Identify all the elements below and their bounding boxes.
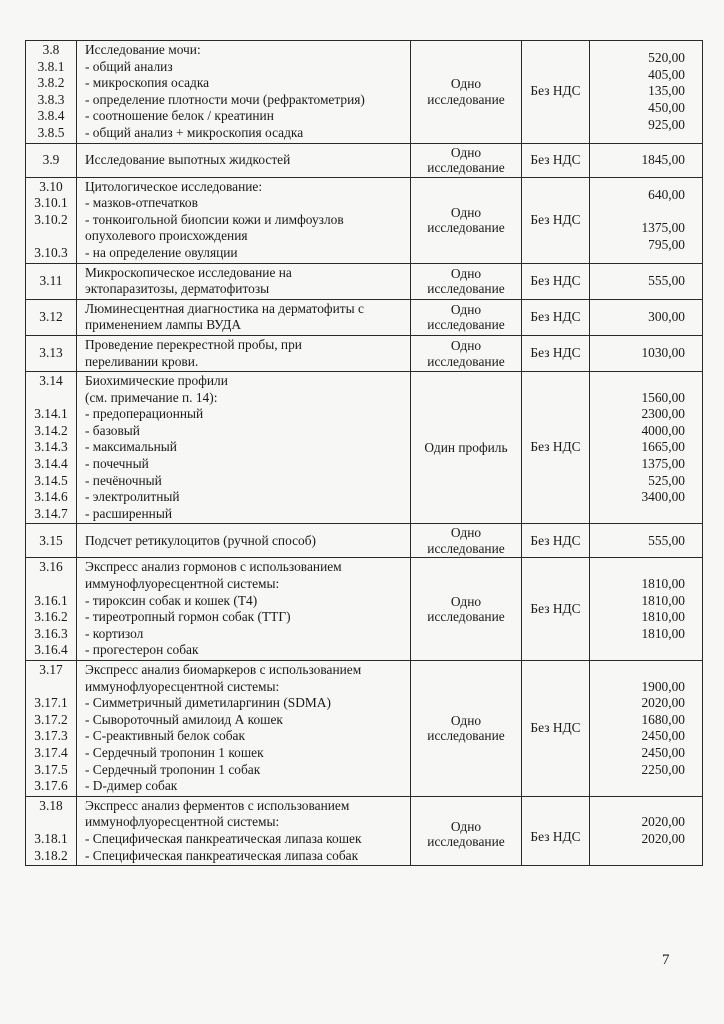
service-name-line: Исследование мочи: [85,42,201,57]
service-name-line: Экспресс анализ ферментов с использованием [85,797,350,813]
price-value [590,203,685,220]
service-name-cell [77,524,411,558]
price-cell [590,796,703,865]
service-name-line: Люминесцентная диагностика на дерматофиты с [85,300,364,316]
price-value: 3400,00 [641,489,685,505]
service-name-line: - общий анализ [85,58,173,74]
service-name-line: - электролитный [85,489,180,505]
price-cell [590,41,703,144]
item-number: 3.14.1 [34,406,68,422]
service-name-line: переливании крови. [85,353,199,369]
unit-cell [411,143,522,177]
price-value: 300,00 [648,309,685,325]
service-name-line: Цитологическое исследование: [85,178,263,194]
service-name-line: иммунофлуоресцентной системы: [85,576,280,592]
unit-label: Одно исследование [427,76,505,107]
item-number: 3.14.6 [34,489,68,505]
vat-label: Без НДС [530,151,581,167]
price-cell [590,524,703,558]
service-name-line: Экспресс анализ биомаркеров с использованием [85,662,362,677]
unit-label: Одно исследование [427,301,505,333]
service-name-line: (см. примечание п. 14): [85,389,218,405]
service-name-cell [77,661,411,797]
item-number-cell [26,299,77,335]
item-number: 3.10.3 [34,244,68,260]
item-number: 3.12 [39,309,63,325]
item-number: 3.17 [39,662,63,677]
service-name-cell [77,299,411,335]
service-name-line: - Сердечный тропонин 1 кошек [85,744,264,760]
vat-label: Без НДС [530,720,581,736]
table-row [26,143,703,177]
price-value: 1375,00 [641,220,685,236]
item-number: 3.14.2 [34,422,68,438]
service-name-cell [77,41,411,144]
vat-label: Без НДС [530,345,581,361]
service-name-line: Микроскопическое исследование на [85,264,292,280]
item-number: 3.14.5 [34,472,68,488]
service-name-line: - Сердечный тропонин 1 собак [85,761,261,777]
table-row [26,177,703,263]
item-number: 3.17.1 [34,695,68,711]
unit-label: Одно исследование [427,712,505,744]
unit-cell [411,41,522,144]
item-number [26,814,76,831]
service-name-line: Экспресс анализ гормонов с использованием [85,559,342,575]
item-number-cell [26,524,77,558]
item-number: 3.10.1 [34,195,68,211]
price-value: 555,00 [648,272,685,288]
price-value: 2020,00 [641,814,685,830]
unit-label: Одно исследование [427,144,505,176]
price-value: 1030,00 [641,345,685,361]
unit-label: Одно исследование [427,818,505,850]
price-cell [590,263,703,299]
table-row [26,524,703,558]
price-cell [590,177,703,263]
vat-cell [522,335,590,371]
item-number: 3.9 [42,151,60,167]
item-number: 3.16.3 [34,625,68,641]
table-row [26,558,703,661]
service-name-line: Проведение перекрестной пробы, при [85,336,302,352]
item-number: 3.10.2 [34,211,68,227]
item-number: 3.14 [39,373,63,389]
price-value: 405,00 [648,66,685,82]
price-cell [590,335,703,371]
service-name-line: - печёночный [85,472,162,488]
item-number: 3.16 [39,559,63,575]
service-name-cell [77,177,411,263]
table-row [26,263,703,299]
service-name-cell [77,143,411,177]
price-value: 1665,00 [641,439,685,455]
vat-label: Без НДС [530,83,581,99]
item-number: 3.8.2 [37,75,65,91]
unit-cell [411,661,522,797]
item-number: 3.18 [39,797,63,813]
price-cell [590,299,703,335]
unit-label: Одно исследование [427,204,505,236]
item-number [26,390,76,407]
price-cell [590,558,703,661]
item-number-cell [26,41,77,144]
service-name-line: - общий анализ + микроскопия осадка [85,124,304,140]
service-name-line: эктопаразитозы, дерматофитозы [85,281,270,297]
service-name-line: - тиреотропный гормон собак (ТТГ) [85,609,291,625]
service-name-line: Исследование выпотных жидкостей [85,151,291,167]
service-name-line: опухолевого происхождения [85,228,248,244]
service-name-line: - определение плотности мочи (рефрактометрия) [85,91,365,107]
item-number: 3.18.2 [34,847,68,863]
vat-label: Без НДС [530,600,581,616]
price-value: 135,00 [648,83,685,99]
vat-cell [522,558,590,661]
service-name-line: применением лампы ВУДА [85,317,242,333]
price-value: 2450,00 [641,744,685,760]
price-cell [590,372,703,524]
price-value: 1900,00 [641,678,685,694]
price-value: 1810,00 [641,625,685,641]
vat-cell [522,524,590,558]
table-row [26,661,703,797]
price-value: 525,00 [648,472,685,488]
item-number: 3.17.2 [34,711,68,727]
service-name-line: - прогестерон собак [85,642,199,658]
vat-label: Без НДС [530,272,581,288]
unit-cell [411,372,522,524]
service-name-line: - Симметричный диметиларгинин (SDMA) [85,695,331,711]
table-row [26,335,703,371]
vat-label: Без НДС [530,211,581,227]
vat-cell [522,661,590,797]
item-number: 3.16.2 [34,609,68,625]
price-value: 2250,00 [641,761,685,777]
item-number-cell [26,372,77,524]
price-list-table [25,40,703,866]
item-number: 3.13 [39,345,63,361]
service-name-line: - Специфическая панкреатическая липаза кошек [85,830,362,846]
item-number: 3.8.5 [37,124,65,140]
price-value: 925,00 [648,116,685,132]
price-value: 1680,00 [641,711,685,727]
table-row [26,372,703,524]
vat-cell [522,263,590,299]
price-value: 1375,00 [641,456,685,472]
service-name-cell [77,335,411,371]
unit-cell [411,796,522,865]
service-name-line: - С-реактивный белок собак [85,728,246,744]
service-name-line: Биохимические профили [85,373,228,389]
item-number: 3.18.1 [34,830,68,846]
service-name-line: - соотношение белок / креатинин [85,108,274,124]
service-name-line: - на определение овуляции [85,244,238,260]
item-number: 3.17.4 [34,744,68,760]
service-name-line: - Специфическая панкреатическая липаза собак [85,847,359,863]
item-number [26,576,76,593]
price-value: 2020,00 [641,695,685,711]
unit-label: Один профиль [424,440,508,456]
item-number-cell [26,177,77,263]
item-number: 3.8.1 [37,58,65,74]
service-name-line: - мазков-отпечатков [85,195,198,211]
item-number: 3.17.5 [34,761,68,777]
unit-label: Одно исследование [427,265,505,297]
service-name-line: - кортизол [85,625,144,641]
item-number-cell [26,796,77,865]
item-number: 3.8 [42,42,60,57]
unit-cell [411,558,522,661]
page-number: 7 [662,952,670,968]
vat-cell [522,41,590,144]
table-row [26,41,703,144]
service-name-cell [77,372,411,524]
service-name-line: - Сывороточный амилоид А кошек [85,711,283,727]
service-name-line: - тироксин собак и кошек (Т4) [85,592,258,608]
unit-cell [411,524,522,558]
item-number: 3.10 [39,178,63,194]
unit-label: Одно исследование [427,338,505,369]
item-number: 3.17.3 [34,728,68,744]
price-value: 1810,00 [641,592,685,608]
item-number: 3.15 [39,532,63,548]
vat-cell [522,372,590,524]
service-name-cell [77,263,411,299]
table-row [26,299,703,335]
price-value: 640,00 [648,186,685,202]
item-number: 3.16.1 [34,592,68,608]
price-value: 450,00 [648,100,685,116]
vat-label: Без НДС [530,439,581,455]
service-name-line: - тонкоигольной биопсии кожи и лимфоузлов [85,211,344,227]
price-value: 1560,00 [641,389,685,405]
vat-label: Без НДС [530,829,581,845]
item-number-cell [26,263,77,299]
item-number: 3.14.7 [34,505,68,521]
item-number-cell [26,143,77,177]
vat-cell [522,299,590,335]
item-number [26,228,76,245]
price-value: 2300,00 [641,406,685,422]
unit-cell [411,263,522,299]
item-number-cell [26,335,77,371]
price-list-body [26,41,703,866]
item-number: 3.14.3 [34,439,68,455]
vat-label: Без НДС [530,532,581,548]
service-name-line: - расширенный [85,505,172,521]
item-number-cell [26,661,77,797]
unit-label: Одно исследование [427,593,505,625]
price-value: 2450,00 [641,728,685,744]
item-number: 3.11 [39,272,63,288]
vat-cell [522,177,590,263]
price-value: 2020,00 [641,830,685,846]
item-number: 3.8.3 [37,91,65,107]
service-name-line: - микроскопия осадка [85,75,210,91]
item-number: 3.17.6 [34,778,68,794]
price-cell [590,143,703,177]
service-name-line: - максимальный [85,439,177,455]
price-value: 4000,00 [641,422,685,438]
unit-cell [411,299,522,335]
service-name-line: Подсчет ретикулоцитов (ручной способ) [85,532,317,548]
item-number: 3.16.4 [34,642,68,658]
price-value: 1845,00 [641,151,685,167]
service-name-line: - базовый [85,422,140,438]
unit-label: Одно исследование [427,525,505,556]
item-number: 3.14.4 [34,456,68,472]
item-number-cell [26,558,77,661]
unit-cell [411,177,522,263]
service-name-line: - предоперационный [85,406,204,422]
item-number [26,679,76,696]
price-value: 1810,00 [641,609,685,625]
price-value: 555,00 [648,532,685,548]
service-name-cell [77,796,411,865]
service-name-line: иммунофлуоресцентной системы: [85,814,280,830]
service-name-line: - почечный [85,456,149,472]
service-name-cell [77,558,411,661]
price-value: 795,00 [648,236,685,252]
price-cell [590,661,703,797]
service-name-line: - D-димер собак [85,778,178,794]
price-value: 1810,00 [641,576,685,592]
vat-cell [522,143,590,177]
table-row [26,796,703,865]
service-name-line: иммунофлуоресцентной системы: [85,678,280,694]
unit-cell [411,335,522,371]
vat-label: Без НДС [530,309,581,325]
vat-cell [522,796,590,865]
price-value: 520,00 [648,50,685,66]
item-number: 3.8.4 [37,108,65,124]
